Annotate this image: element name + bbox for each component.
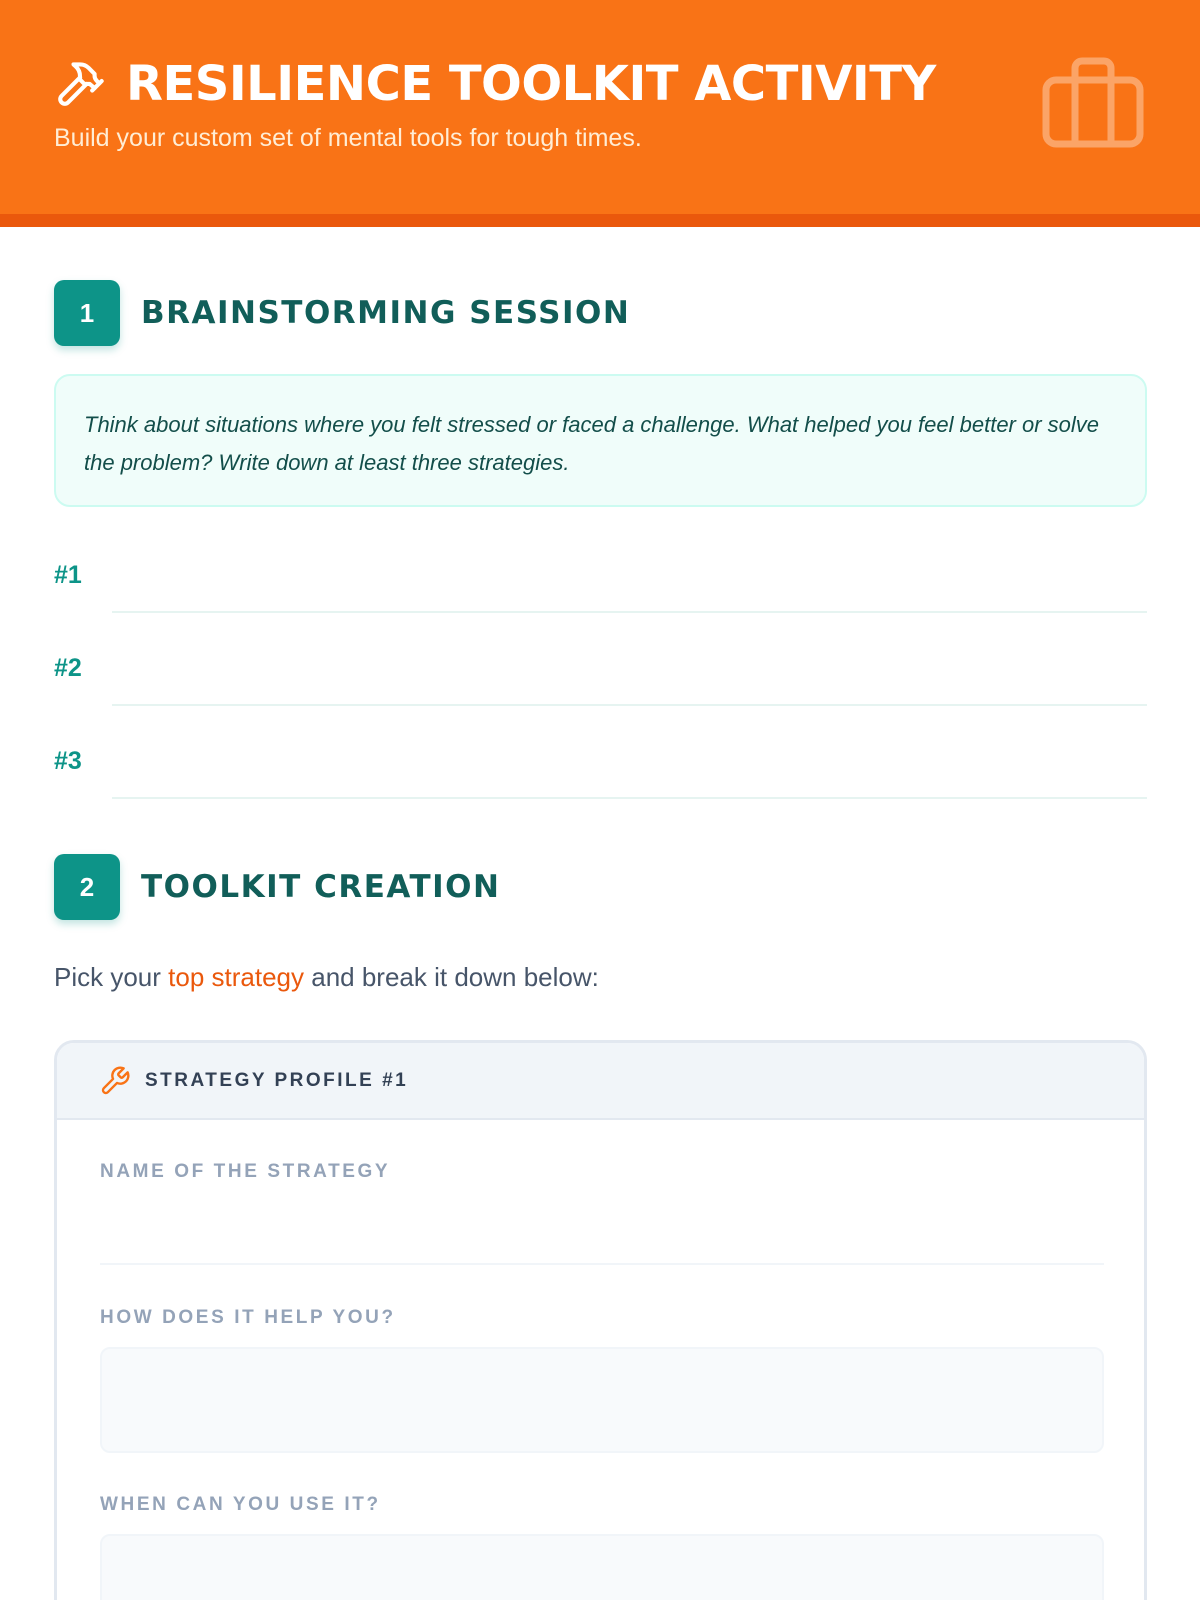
section-title: BRAINSTORMING SESSION	[141, 295, 631, 331]
toolkit-instruction	[54, 962, 599, 993]
card-title: STRATEGY PROFILE #1	[145, 1069, 409, 1091]
page-header	[0, 0, 1200, 227]
hammer-icon	[54, 58, 106, 110]
header-title-row	[54, 52, 936, 116]
briefcase-icon	[1042, 56, 1144, 150]
section-title: TOOLKIT CREATION	[141, 869, 501, 905]
field-label-how-it-helps: HOW DOES IT HELP YOU?	[100, 1307, 396, 1328]
field-label-when-to-use: WHEN CAN YOU USE IT?	[100, 1494, 381, 1515]
write-in-line[interactable]	[112, 611, 1147, 613]
page-title: RESILIENCE TOOLKIT ACTIVITY	[126, 56, 936, 112]
when-to-use-textarea[interactable]	[100, 1534, 1104, 1600]
page-subtitle: Build your custom set of mental tools for tough times.	[54, 124, 642, 152]
write-in-line[interactable]	[112, 797, 1147, 799]
strategy-name-input[interactable]	[100, 1263, 1104, 1265]
write-in-line[interactable]	[112, 704, 1147, 706]
wrench-icon	[99, 1065, 131, 1097]
strategy-line-3[interactable]	[54, 739, 1147, 799]
step-number-badge: 2	[54, 854, 120, 920]
instruction-part: and break it down below:	[304, 962, 599, 992]
strategy-line-1[interactable]	[54, 553, 1147, 613]
strategy-line-label: #3	[54, 747, 82, 775]
section-toolkit-heading	[54, 854, 500, 920]
field-label-strategy-name: NAME OF THE STRATEGY	[100, 1161, 391, 1182]
instruction-part: Pick your	[54, 962, 169, 992]
instruction-box	[54, 374, 1147, 507]
instruction-text: Think about situations where you felt stressed or faced a challenge. What helped you feel better or solve the problem? Write down at least three strategies.	[84, 412, 1100, 475]
strategy-line-label: #1	[54, 561, 82, 589]
how-it-helps-textarea[interactable]	[100, 1347, 1104, 1453]
step-number-badge: 1	[54, 280, 120, 346]
card-header	[57, 1043, 1144, 1120]
strategy-profile-card	[54, 1040, 1147, 1600]
instruction-highlight: top strategy	[168, 962, 305, 992]
strategy-line-2[interactable]	[54, 646, 1147, 706]
section-brainstorming-heading	[54, 280, 630, 346]
strategy-line-label: #2	[54, 654, 82, 682]
